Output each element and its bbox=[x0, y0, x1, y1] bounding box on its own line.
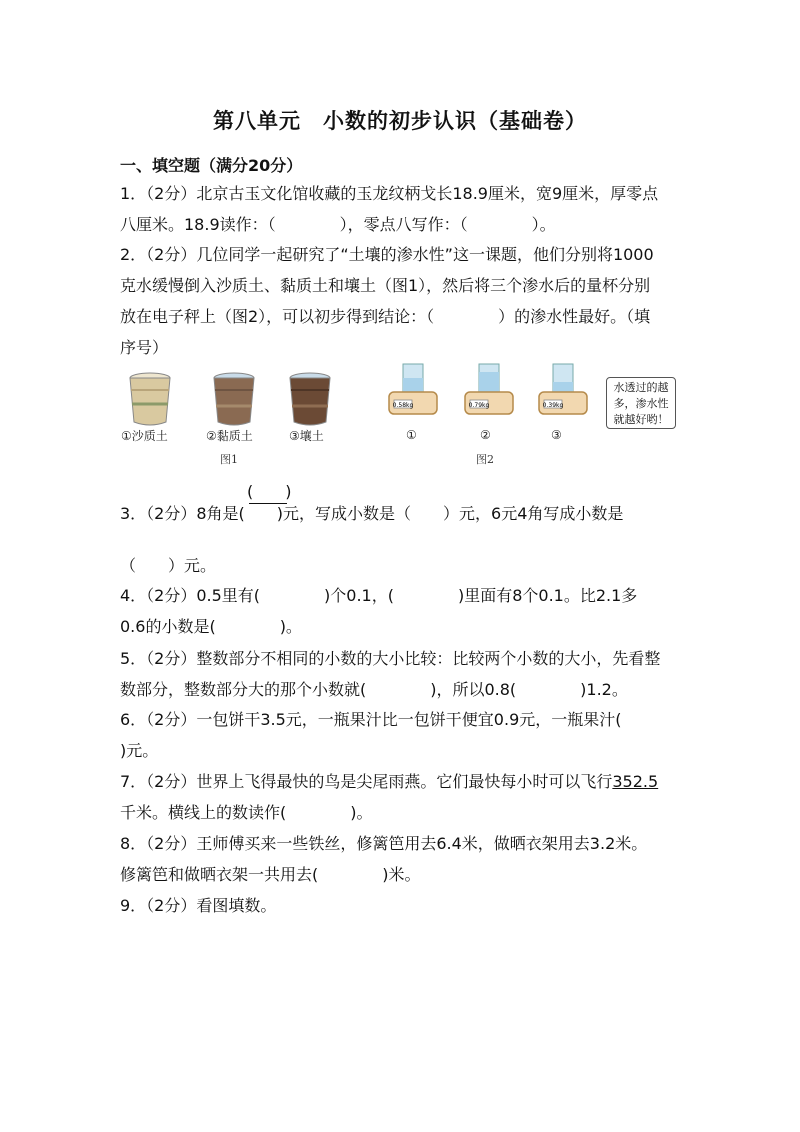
fig1-caption: 图1 bbox=[220, 453, 238, 466]
q2-line4: 序号） bbox=[120, 338, 169, 357]
soil-cups-figure bbox=[120, 368, 350, 430]
q7-line1-text: 7．（2分）世界上飞得最快的鸟是尖尾雨燕。它们最快每小时可以飞行 bbox=[120, 772, 613, 791]
clay-soil-cup-icon bbox=[214, 373, 254, 425]
q7-line1 bbox=[120, 772, 658, 792]
scale-1-reading: 0.58kg bbox=[392, 402, 414, 409]
fig2-label-3: ③ bbox=[551, 428, 562, 442]
page-title: 第八单元 小数的初步认识（基础卷） bbox=[213, 109, 587, 133]
q5-line1: 5．（2分）整数部分不相同的小数的大小比较：比较两个小数的大小，先看整 bbox=[120, 649, 661, 668]
sand-soil-cup-icon bbox=[130, 373, 170, 425]
scale-1-icon bbox=[389, 364, 437, 414]
q2-line3: 放在电子秤上（图2），可以初步得到结论：（ ）的渗水性最好。（填 bbox=[120, 307, 651, 326]
q7-line2: 千米。横线上的数读作( )。 bbox=[120, 803, 373, 822]
q5-line2: 数部分，整数部分大的那个小数就( )，所以0.8( )1.2。 bbox=[120, 680, 628, 699]
tip-note-box bbox=[606, 377, 676, 429]
q8-line1: 8．（2分）王师傅买来一些铁丝，修篱笆用去6.4米，做晒衣架用去3.2米。 bbox=[120, 834, 648, 853]
fig1-label-2: ②黏质土 bbox=[206, 429, 253, 443]
q1-line1: 1．（2分）北京古玉文化馆收藏的玉龙纹柄戈长18.9厘米，宽9厘米，厚零点 bbox=[120, 184, 659, 203]
q9-line1: 9．（2分）看图填数。 bbox=[120, 896, 277, 915]
fig2-label-1: ① bbox=[406, 428, 417, 442]
q7-underlined-number: 352.5 bbox=[612, 772, 659, 791]
q8-line2: 修篱笆和做晒衣架一共用去( )米。 bbox=[120, 865, 421, 884]
q1-line2: 八厘米。18.9读作：（ ），零点八写作：（ ）。 bbox=[120, 215, 556, 234]
tip-note-line3: 就越好哟！ bbox=[613, 413, 669, 426]
q3-line2: （ ）元。 bbox=[120, 556, 217, 575]
section-heading: 一、填空题（满分20分） bbox=[120, 156, 303, 175]
q4-line1: 4．（2分）0.5里有( )个0.1，( )里面有8个0.1。比2.1多 bbox=[120, 586, 638, 605]
q4-line2: 0.6的小数是( )。 bbox=[120, 617, 302, 636]
scale-2-icon bbox=[465, 364, 513, 414]
scales-figure bbox=[385, 362, 600, 424]
scale-2-reading: 0.79kg bbox=[468, 402, 490, 409]
q2-line1: 2．（2分）几位同学一起研究了“土壤的渗水性”这一课题，他们分别将1000 bbox=[120, 245, 654, 264]
tip-note-line2: 多，渗水性 bbox=[613, 397, 669, 410]
loam-soil-cup-icon bbox=[290, 373, 330, 425]
scale-3-reading: 0.39kg bbox=[542, 402, 564, 409]
tip-note-line1: 水透过的越 bbox=[613, 381, 669, 394]
q6-line2: )元。 bbox=[120, 741, 159, 760]
q6-line1: 6．（2分）一包饼干3.5元，一瓶果汁比一包饼干便宜0.9元，一瓶果汁( bbox=[120, 710, 622, 729]
fig1-label-3: ③壤土 bbox=[289, 429, 324, 443]
fig2-label-2: ② bbox=[480, 428, 491, 442]
fig2-caption: 图2 bbox=[476, 453, 494, 466]
q3-line1: 3．（2分）8角是( )元，写成小数是（ ）元，6元4角写成小数是 bbox=[120, 504, 624, 523]
fraction-numerator-blank: ( ) bbox=[247, 482, 292, 501]
fig1-label-1: ①沙质土 bbox=[121, 429, 168, 443]
q2-line2: 克水缓慢倒入沙质土、黏质土和壤土（图1），然后将三个渗水后的量杯分别 bbox=[120, 276, 651, 295]
scale-3-icon bbox=[539, 364, 587, 414]
